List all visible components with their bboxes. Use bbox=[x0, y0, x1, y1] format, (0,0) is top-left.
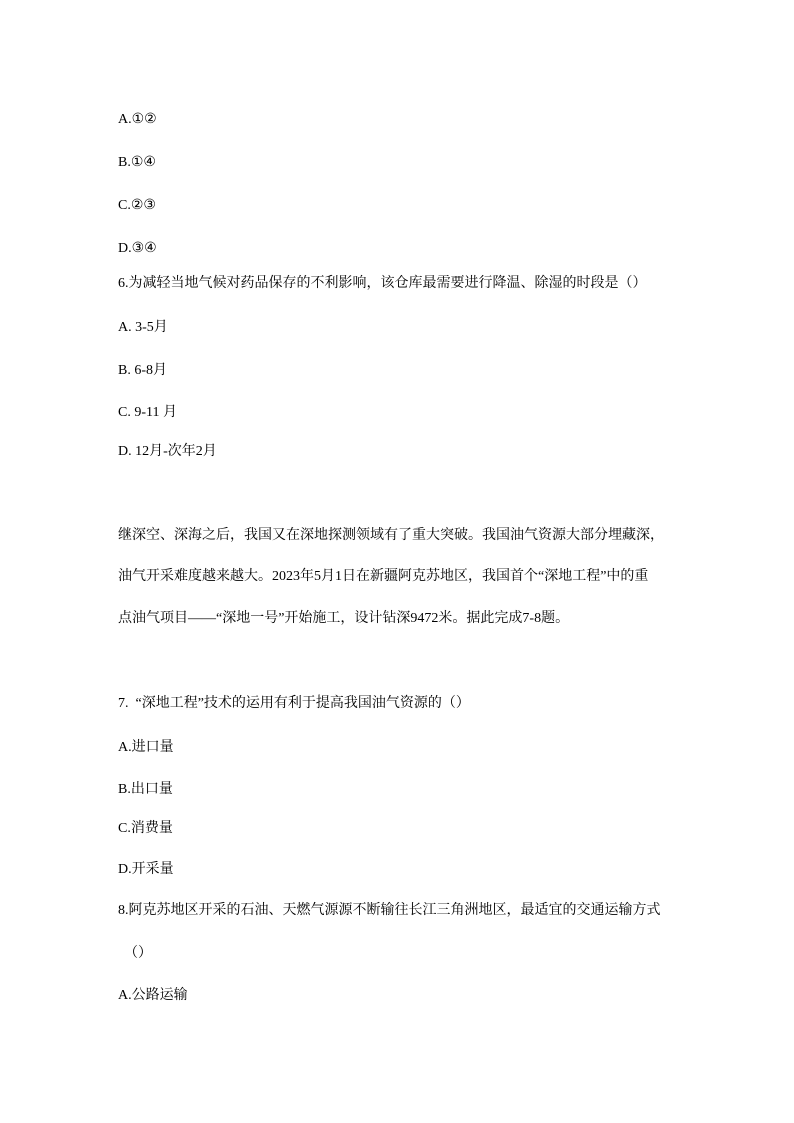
prev-question-option-c: C.②③ bbox=[118, 198, 156, 213]
question7-option-a: A.进口量 bbox=[118, 740, 174, 755]
question6-option-a: A. 3-5月 bbox=[118, 320, 168, 335]
question7-stem: 7. “深地工程”技术的运用有利于提高我国油气资源的（） bbox=[118, 696, 470, 711]
question6-stem: 6.为减轻当地气候对药品保存的不利影响，该仓库最需要进行降温、除湿的时段是（） bbox=[118, 276, 647, 291]
prev-question-option-d: D.③④ bbox=[118, 241, 157, 256]
question6-option-d: D. 12月-次年2月 bbox=[118, 444, 217, 459]
question8-option-a: A.公路运输 bbox=[118, 988, 188, 1003]
prev-question-option-b: B.①④ bbox=[118, 155, 156, 170]
passage-line-1: 继深空、深海之后，我国又在深地探测领域有了重大突破。我国油气资源大部分埋藏深， bbox=[118, 528, 664, 543]
question8-stem-line1: 8.阿克苏地区开采的石油、天燃气源源不断输往长江三角洲地区，最适宜的交通运输方式 bbox=[118, 903, 661, 918]
question7-option-b: B.出口量 bbox=[118, 782, 173, 797]
question7-option-d: D.开采量 bbox=[118, 862, 174, 877]
question6-option-b: B. 6-8月 bbox=[118, 363, 167, 378]
question6-option-c: C. 9-11 月 bbox=[118, 405, 177, 420]
question8-stem-line2: （） bbox=[124, 946, 152, 961]
question7-option-c: C.消费量 bbox=[118, 821, 173, 836]
passage-line-2: 油气开采难度越来越大。2023年5月1日在新疆阿克苏地区，我国首个“深地工程”中的重 bbox=[118, 569, 649, 584]
passage-line-3: 点油气项目――“深地一号”开始施工，设计钻深9472米。据此完成7-8题。 bbox=[118, 611, 570, 626]
prev-question-option-a: A.①② bbox=[118, 112, 157, 127]
